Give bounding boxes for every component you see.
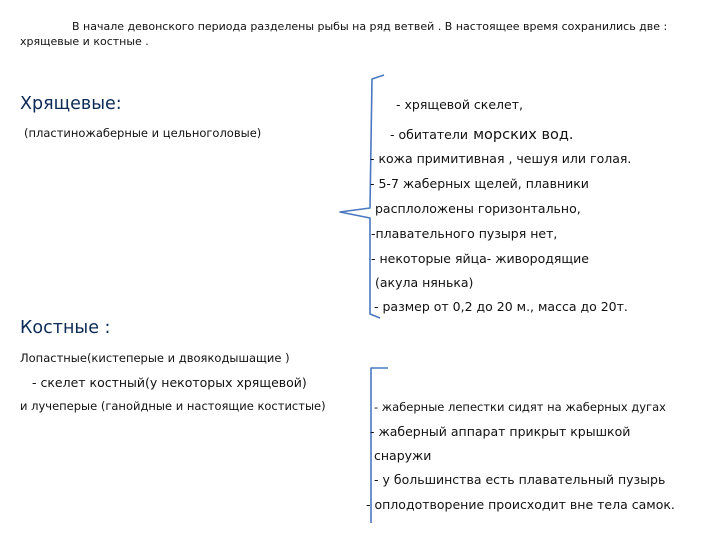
bony-subtitle-skeleton: - скелет костный(у некоторых хрящевой)	[32, 375, 307, 390]
cartilaginous-trait-habitat	[390, 124, 574, 143]
cartilaginous-subtitle: (пластиножаберные и цельноголовые)	[24, 126, 262, 140]
cartilaginous-trait-eggs: - некоторые яйца- живородящие	[371, 251, 589, 266]
bony-trait-gill-filaments: - жаберные лепестки сидят на жаберных дугах	[374, 400, 666, 414]
cartilaginous-trait-gills: - 5-7 жаберных щелей, плавники	[370, 176, 589, 191]
cartilaginous-trait-size: - размер от 0,2 до 20 м., масса до 20т.	[374, 299, 628, 314]
bony-subtitle-ray-finned: и лучеперые (ганойдные и настоящие костистые)	[20, 399, 326, 413]
intro-line-1: В начале девонского периода разделены рыбы на ряд ветвей . В настоящее время сохранились две :	[72, 20, 668, 33]
bony-subtitle-lobe-finned: Лопастные(кистеперые и двоякодышащие )	[20, 351, 290, 365]
habitat-prefix: - обитатели	[390, 127, 468, 142]
cartilaginous-trait-bladder: -плавательного пузыря нет,	[371, 226, 558, 241]
bony-trait-fertilization: - оплодотворение происходит вне тела самок.	[366, 497, 675, 512]
bony-trait-swim-bladder: - у большинства есть плавательный пузырь	[374, 472, 666, 487]
intro-line-2: хрящевые и костные .	[20, 35, 149, 48]
cartilaginous-trait-skin: - кожа примитивная , чешуя или голая.	[370, 151, 632, 166]
cartilaginous-title: Хрящевые:	[20, 94, 122, 114]
cartilaginous-trait-skeleton: - хрящевой скелет,	[396, 97, 523, 112]
cartilaginous-trait-example: (акула нянька)	[375, 275, 474, 290]
cartilaginous-trait-fins: расплоложены горизонтально,	[375, 201, 581, 216]
bony-title: Костные :	[20, 318, 111, 338]
bony-trait-outside: снаружи	[374, 448, 432, 463]
habitat-emphasis: морских вод.	[473, 127, 574, 143]
bony-trait-gill-cover: - жаберный аппарат прикрыт крышкой	[370, 424, 631, 439]
